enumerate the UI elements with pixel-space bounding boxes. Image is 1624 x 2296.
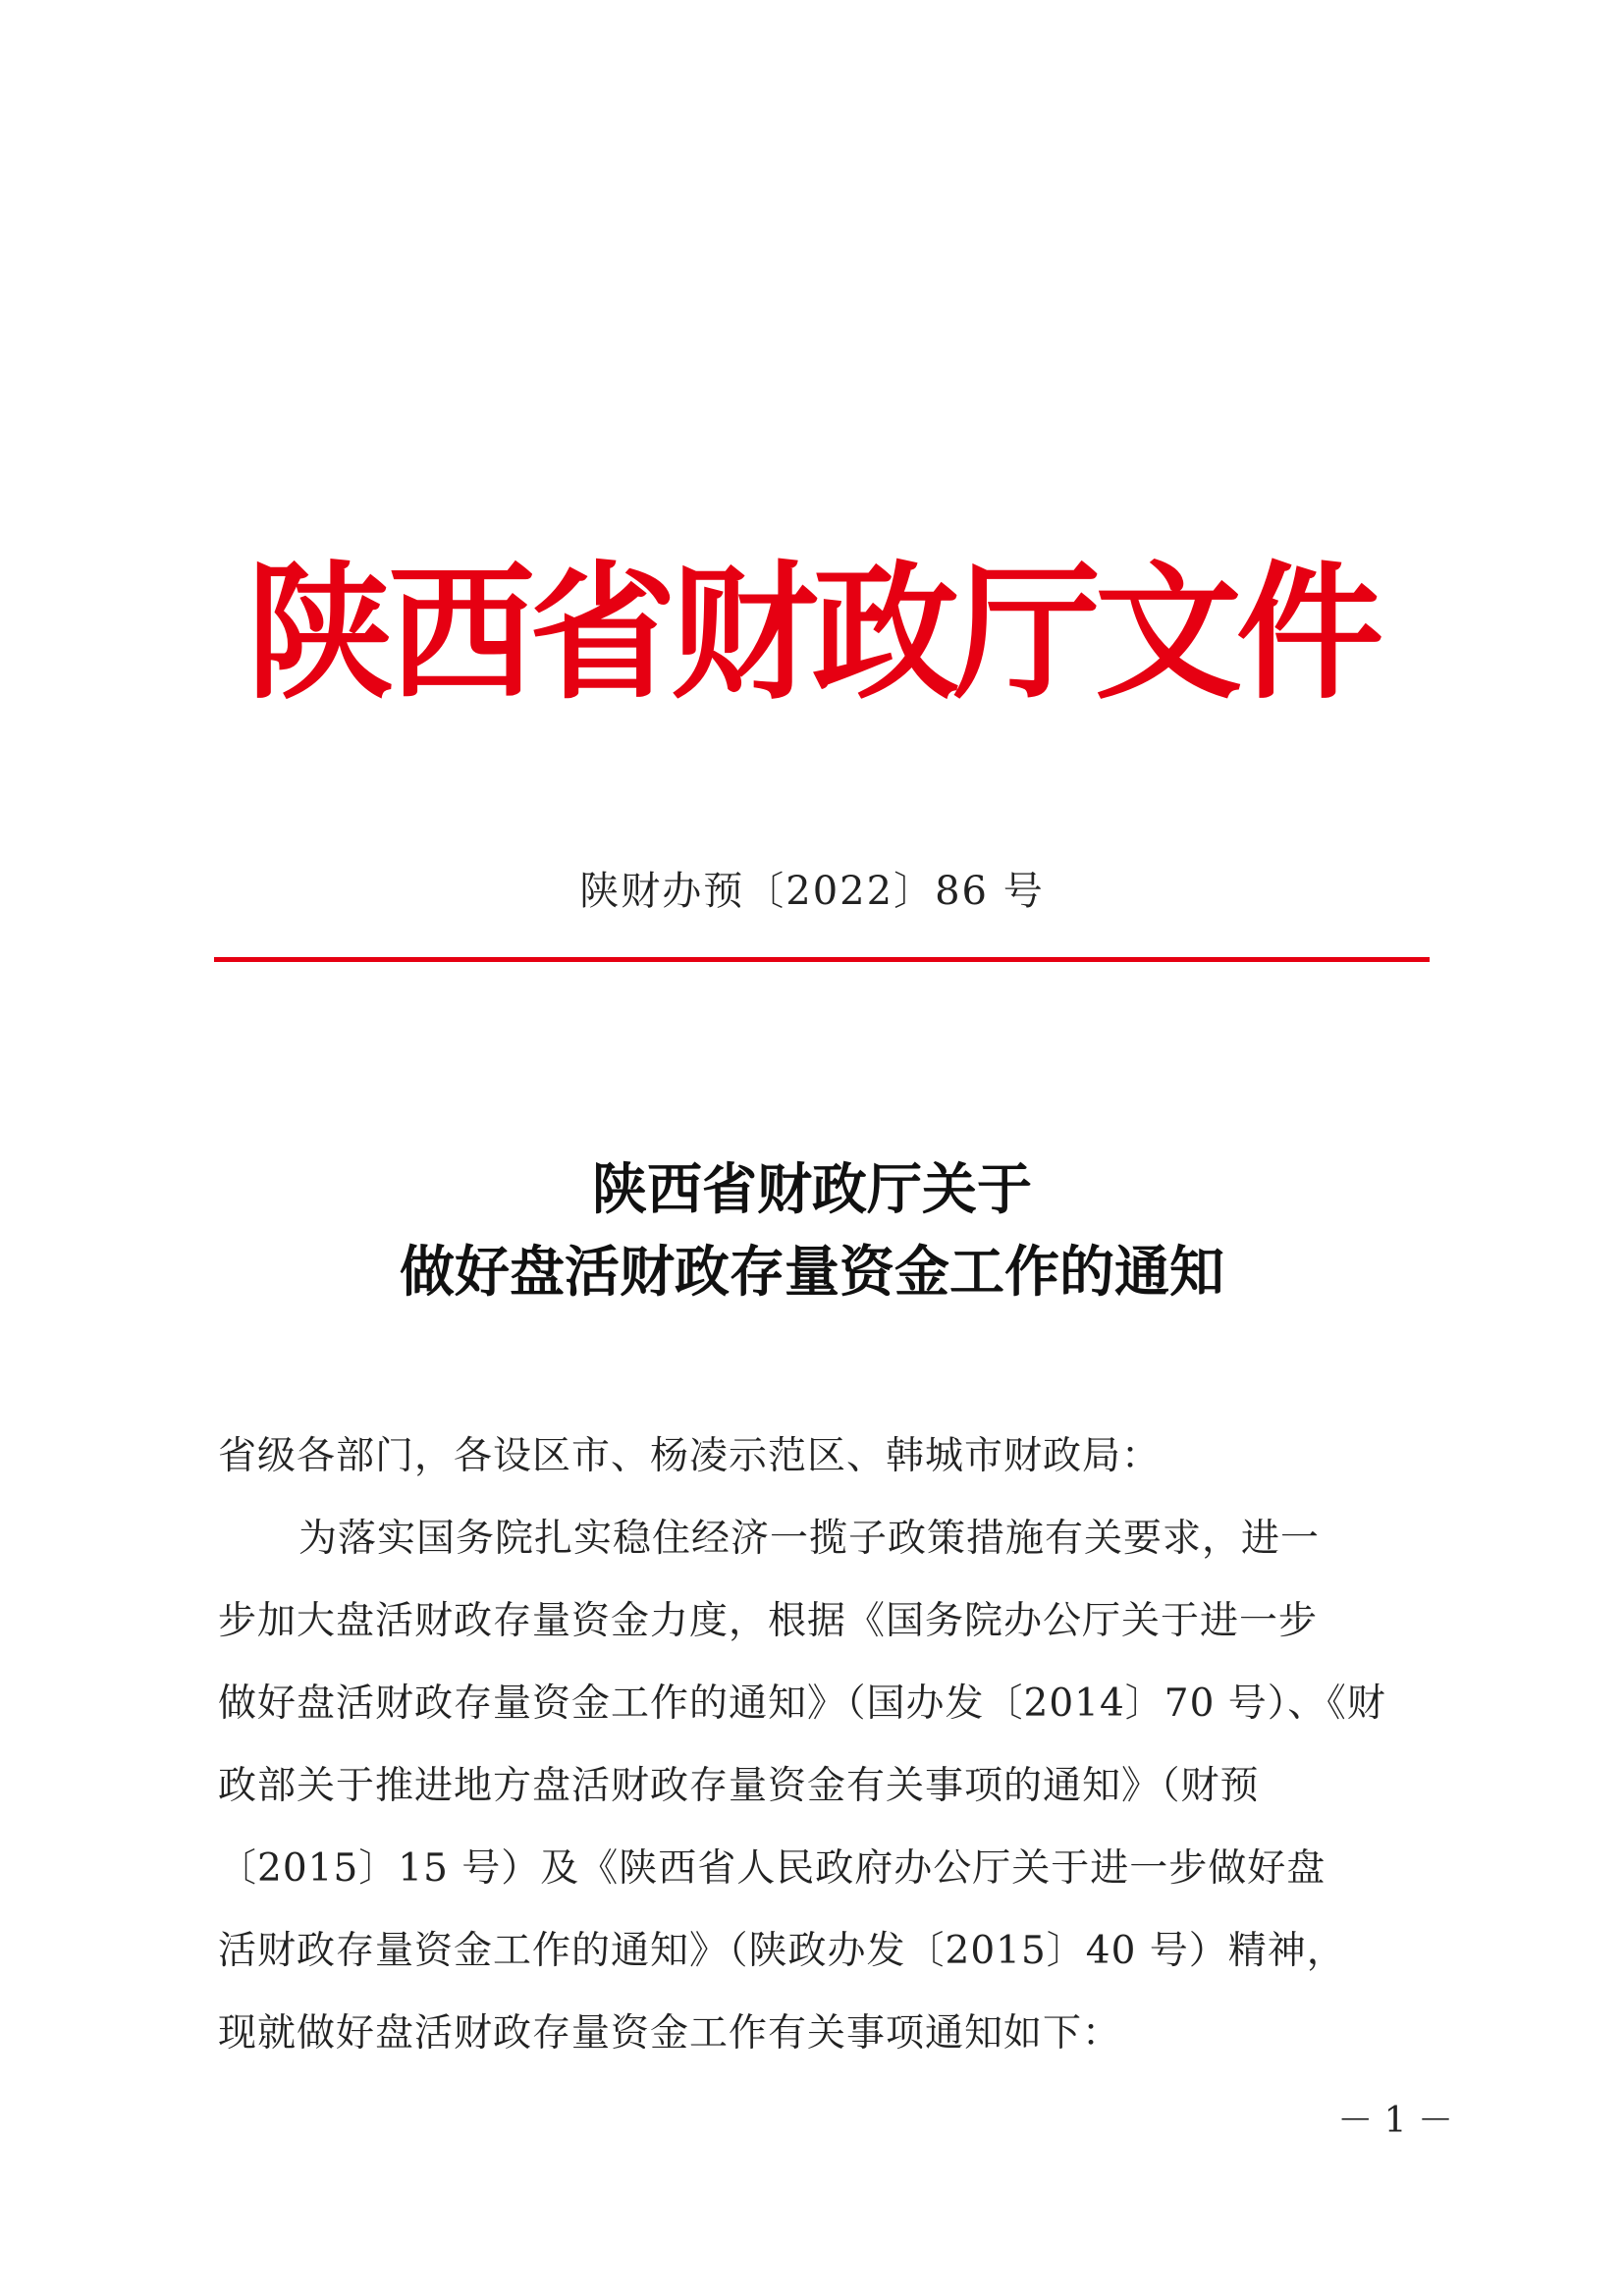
salutation: 省级各部门，各设区市、杨凌示范区、韩城市财政局： [218, 1434, 1162, 1478]
document-number: 陕财办预〔2022〕86 号 [579, 869, 1045, 914]
red-divider-line [214, 957, 1430, 962]
notice-title-line-2: 做好盘活财政存量资金工作的通知 [400, 1240, 1224, 1305]
body-line: 步加大盘活财政存量资金力度，根据《国务院办公厅关于进一步 [218, 1599, 1319, 1643]
body-line: 做好盘活财政存量资金工作的通知》（国办发〔2014〕70 号）、《财 [218, 1682, 1386, 1726]
body-line: 现就做好盘活财政存量资金工作有关事项通知如下： [218, 2011, 1122, 2056]
body-line: 政部关于推进地方盘活财政存量资金有关事项的通知》（财预 [218, 1764, 1260, 1808]
notice-title-line-1: 陕西省财政厅关于 [592, 1157, 1032, 1222]
masthead-title: 陕西省财政厅文件 [245, 547, 1378, 720]
body-paragraph [218, 1512, 1435, 2089]
body-line: 〔2015〕15 号）及《陕西省人民政府办公厅关于进一步做好盘 [218, 1846, 1326, 1891]
notice-title [0, 1148, 1624, 1313]
body-line: 活财政存量资金工作的通知》（陕政办发〔2015〕40 号）精神， [218, 1929, 1346, 1973]
page-number: － 1 － [1337, 2101, 1453, 2141]
body-line: 为落实国务院扎实稳住经济一揽子政策措施有关要求，进一 [298, 1517, 1321, 1561]
